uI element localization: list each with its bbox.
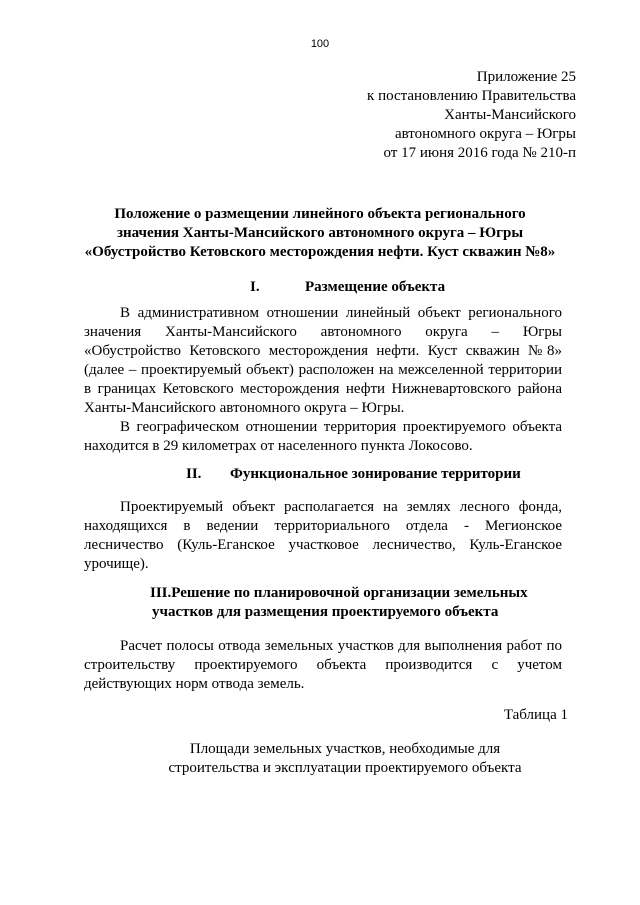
section-number: III. [150, 585, 172, 601]
section-3-body [84, 637, 562, 694]
appendix-line: Приложение 25 [476, 69, 576, 85]
paragraph: В географическом отношении территория проектируемого объекта находится в 29 километрах от населенного пункта Локосово. [84, 419, 562, 454]
section-2-body [84, 498, 562, 574]
appendix-block [246, 68, 576, 163]
section-title: Функциональное зонирование территории [230, 466, 521, 482]
paragraph: Проектируемый объект располагается на землях лесного фонда, находящихся в ведении территориального отдела - Мегионское лесничество (Куль-Еганское участковое лесничество, Куль-Еганское урочище). [84, 499, 562, 572]
section-title: участков для размещения проектируемого объекта [152, 604, 499, 620]
caption-line: Площади земельных участков, необходимые для [189, 741, 501, 757]
title-line: Положение о размещении линейного объекта регионального [114, 206, 526, 222]
caption-line: строительства и эксплуатации проектируемого объекта [168, 760, 522, 776]
section-number: II. [186, 466, 202, 482]
appendix-line: Ханты-Мансийского [444, 107, 576, 123]
section-number: I. [250, 279, 260, 295]
table-caption [120, 740, 570, 778]
section-heading-2 [186, 465, 521, 484]
page-number: 100 [310, 38, 330, 50]
section-heading-3 [150, 584, 528, 622]
appendix-line: к постановлению Правительства [367, 88, 576, 104]
table-label: Таблица 1 [503, 707, 568, 723]
paragraph: Расчет полосы отвода земельных участков для выполнения работ по строительству проектируемого объекта производится с учетом действующих норм отвода земель. [84, 638, 562, 692]
section-heading-1 [250, 278, 445, 297]
title-line: значения Ханты-Мансийского автономного округа – Югры [116, 225, 524, 241]
section-title: Решение по планировочной организации земельных [171, 585, 528, 601]
section-1-body [84, 304, 562, 456]
section-title: Размещение объекта [305, 279, 446, 295]
title-line: «Обустройство Кетовского месторождения нефти. Куст скважин №8» [84, 244, 556, 260]
appendix-line: от 17 июня 2016 года № 210-п [383, 145, 576, 161]
document-title [60, 205, 580, 262]
appendix-line: автономного округа – Югры [394, 126, 576, 142]
paragraph: В административном отношении линейный объект регионального значения Ханты-Мансийского автономного округа – Югры «Обустройство Кетовского месторождения нефти. Куст скважин №8» (далее – проектируемый объект) расположен на межселенной территории в границах Кетовского месторождения нефти Нижневартовского района Ханты-Мансийского автономного округа – Югры. [84, 305, 562, 416]
